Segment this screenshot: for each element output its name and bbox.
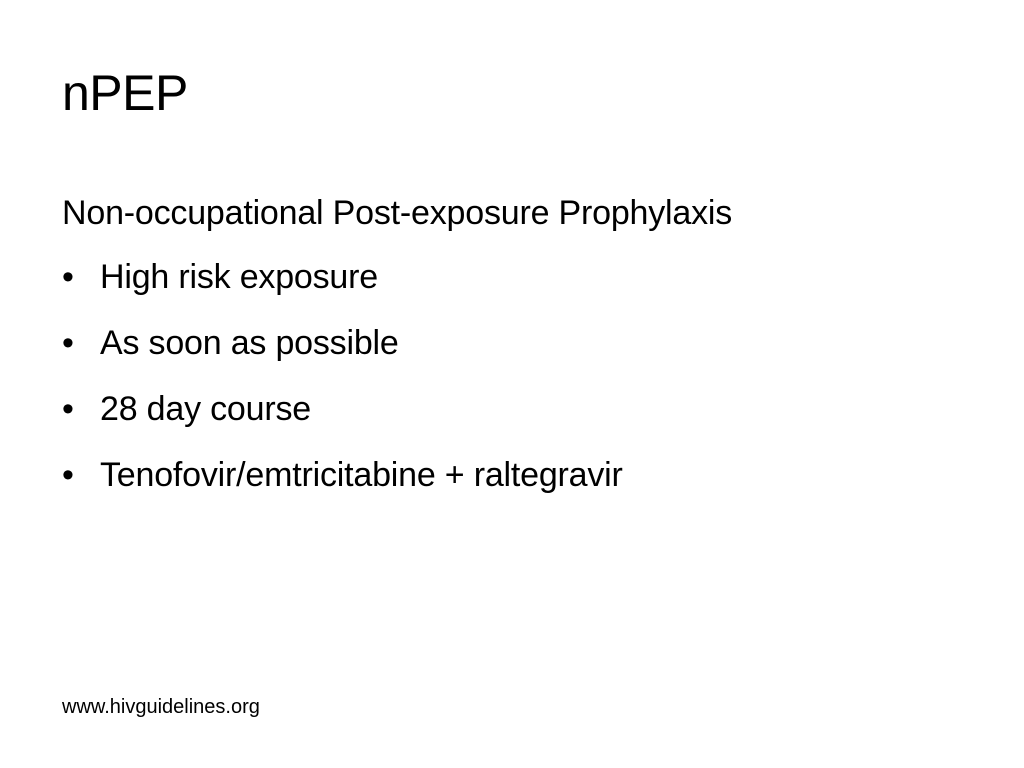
bullet-icon: • — [62, 258, 74, 296]
slide-title: nPEP — [62, 65, 188, 121]
footer-url: www.hivguidelines.org — [62, 696, 260, 718]
bullet-item — [62, 254, 962, 320]
bullet-text: As soon as possible — [100, 324, 399, 362]
bullet-item — [62, 386, 962, 452]
bullet-text: 28 day course — [100, 390, 311, 428]
bullet-item — [62, 320, 962, 386]
bullet-list — [62, 254, 962, 518]
bullet-icon: • — [62, 324, 74, 362]
intro-text: Non-occupational Post-exposure Prophylaxis — [62, 194, 733, 232]
bullet-icon: • — [62, 390, 74, 428]
slide-body — [62, 190, 962, 518]
bullet-text: High risk exposure — [100, 258, 378, 296]
bullet-item — [62, 452, 962, 518]
bullet-text: Tenofovir/emtricitabine + raltegravir — [100, 456, 623, 494]
bullet-icon: • — [62, 456, 74, 494]
